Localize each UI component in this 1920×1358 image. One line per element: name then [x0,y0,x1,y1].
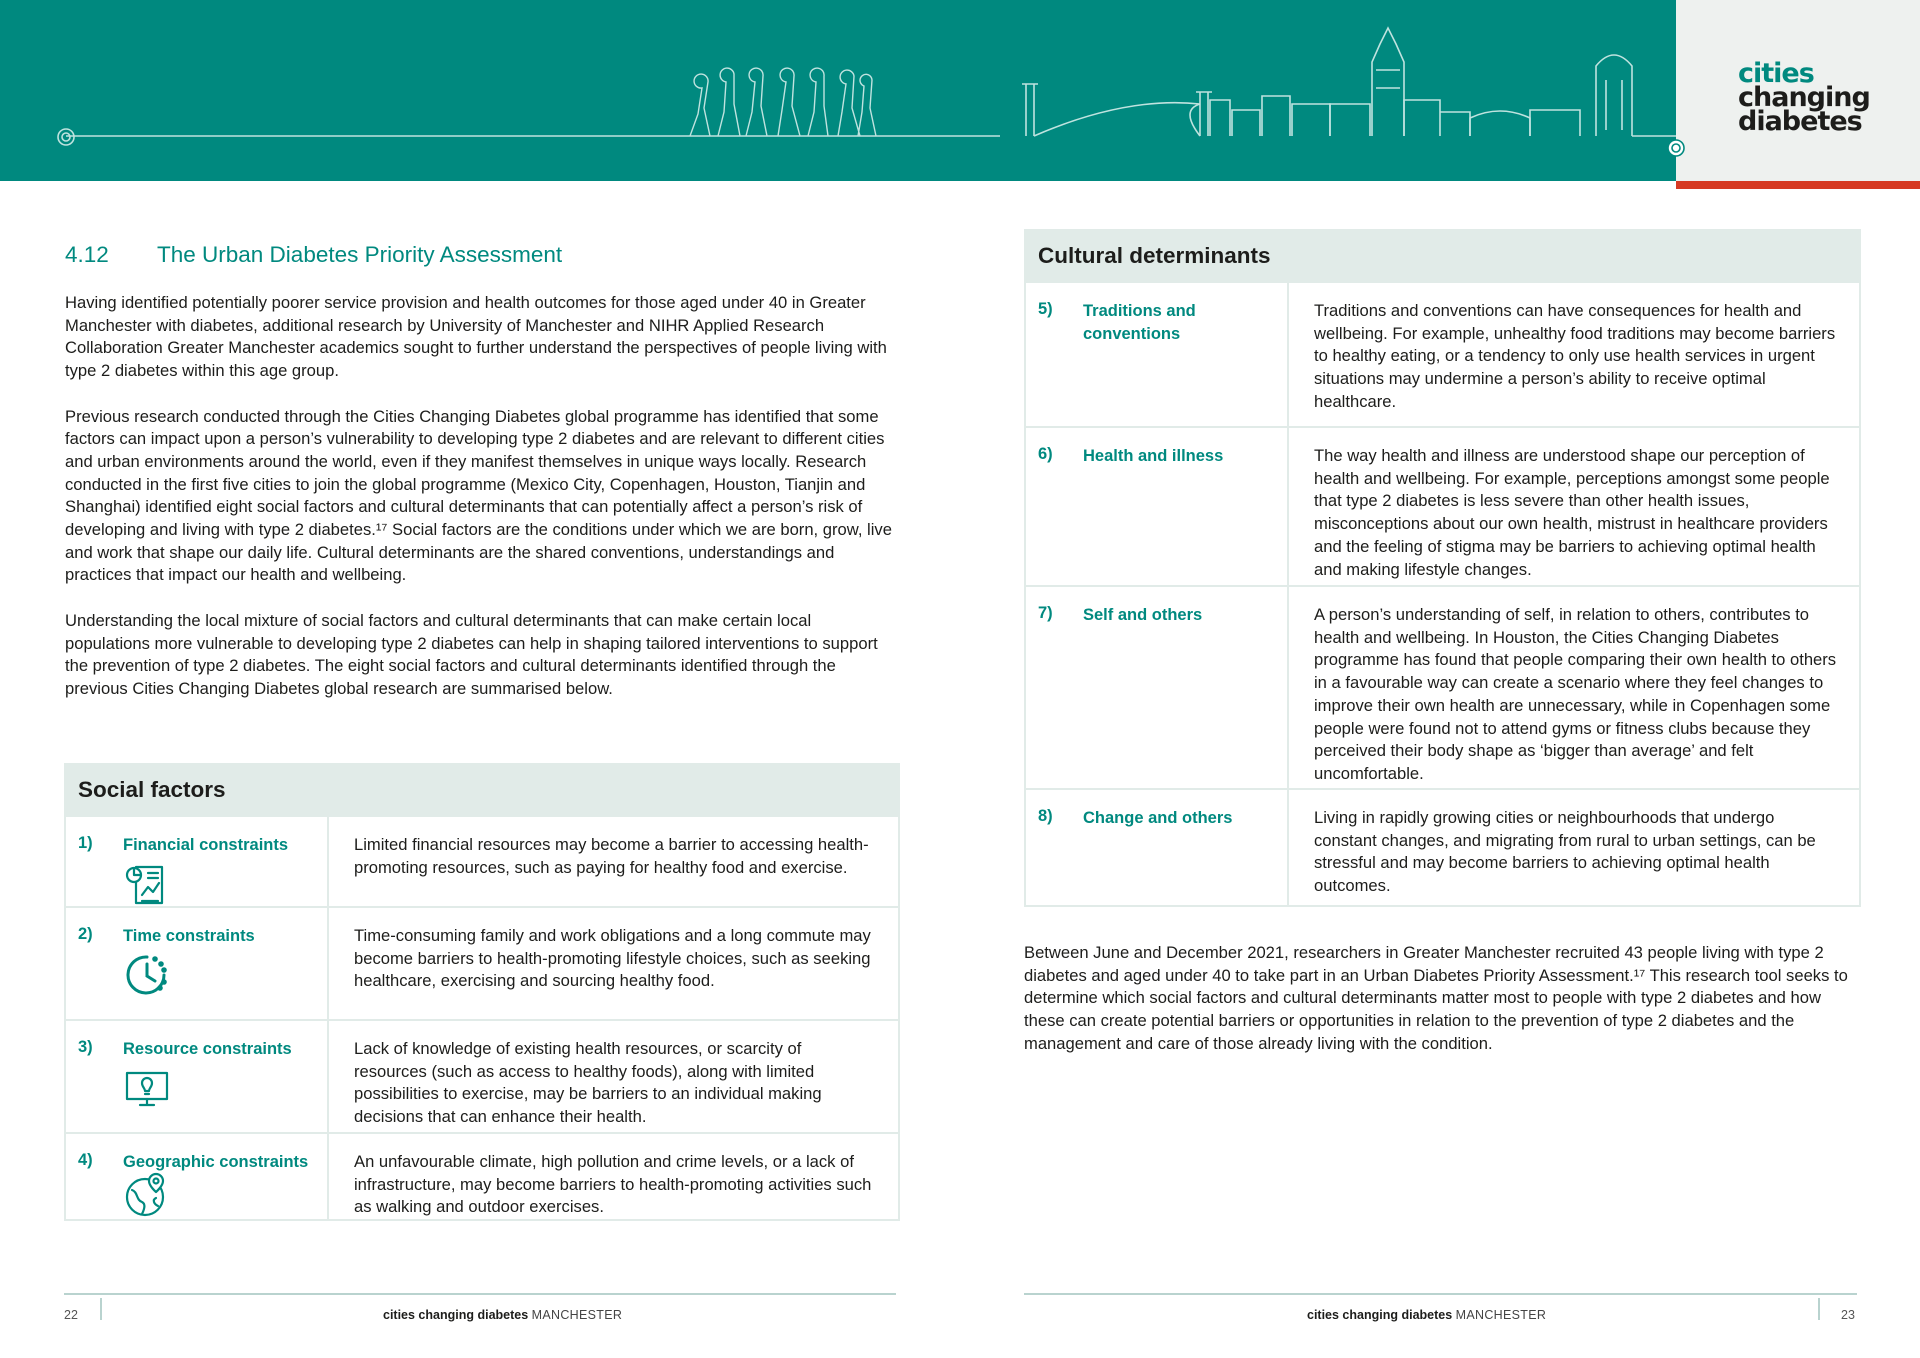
factor-name: Financial constraints [123,836,289,854]
footer-city: MANCHESTER [531,1308,623,1322]
intro-paragraph: Understanding the local mixture of social factors and cultural determinants that can make certain local populations more vulnerable to developing type 2 diabetes can help in shaping tailored interventions to support the prevention of type 2 diabetes. The eight social factors and cultural determinants identified through the previous Cities Changing Diabetes global research are summarised below. [65,610,878,698]
determinant-label-cell [1026,587,1289,788]
factor-label-cell [66,908,329,1019]
determinant-name: Traditions and conventions [1083,302,1196,343]
determinant-number: 7) [1038,604,1053,622]
social-factors-heading: Social factors [66,765,898,815]
determinant-description: A person’s understanding of self, in relation to others, contributes to health and wellbeing. In Houston, the Cities Changing Diabetes programme has found that people comparing their own health to others in a favourable way can create a scenario where they feel changes to improve their own health are unnecessary, while in Copenhagen some people were found not to attend gyms or fitness clubs because they perceived their body shape as ‘bigger than average’ and felt uncomfortable. [1314,605,1837,783]
footer-brand-right [1307,1308,1546,1322]
city-skyline-illustration [0,0,1676,181]
table-row [1026,426,1859,585]
factor-description: Lack of knowledge of existing health resources, or scarcity of resources (such as access to healthy foods), along with limited possibilities to exercise, may be barriers to an individual making decisions that can enhance their health. [354,1039,822,1127]
determinant-name: Health and illness [1083,447,1224,465]
section-number: 4.12 [65,242,109,267]
determinant-name: Self and others [1083,606,1203,624]
intro-paragraph: Previous research conducted through the Cities Changing Diabetes global programme has identified that some factors can impact upon a person’s vulnerability to developing type 2 diabetes and are relevant to different cities and urban environments around the world, even if they manifest themselves in unique ways locally. Research conducted in the first five cities to join the global programme (Mexico City, Copenhagen, Houston, Tianjin and Shanghai) identified eight social factors and cultural determinants that can potentially affect a person’s risk of developing and living with type 2 diabetes.¹⁷ Social factors are the conditions under which we are born, grow, live and work that shape our daily life. Cultural determinants are the shared conventions, understandings and practices that impact our health and wellbeing. [65,406,892,585]
footer-divider-right [1818,1298,1820,1320]
factor-number: 3) [78,1038,93,1056]
factor-description: An unfavourable climate, high pollution and crime levels, or a lack of infrastructure, may become barriers to health-promoting activities such as walking and outdoor exercises. [354,1152,872,1217]
footer-rule-left [64,1293,896,1295]
footer-brand-left [383,1308,622,1322]
table-row [1026,585,1859,788]
cultural-determinants-table [1024,229,1861,907]
page-number-left: 22 [64,1308,78,1322]
footer-brand-name: cities changing diabetes [1307,1308,1453,1322]
determinant-number: 6) [1038,445,1053,463]
financial-report-icon [122,859,172,909]
factor-description: Time-consuming family and work obligations and a long commute may become barriers to health-promoting lifestyle choices, such as seeking healthcare, exercising and sourcing healthy food. [354,926,871,991]
target-marker-icon [1664,136,1688,160]
table-row [66,906,898,1019]
factor-description: Limited financial resources may become a barrier to accessing health-promoting resources, such as paying for healthy food and exercise. [354,835,869,877]
cultural-determinants-heading: Cultural determinants [1026,231,1859,281]
closing-paragraph: Between June and December 2021, researchers in Greater Manchester recruited 43 people living with type 2 diabetes and aged under 40 to take part in an Urban Diabetes Priority Assessment.¹⁷ This research tool seeks to determine which social factors and cultural determinants matter most to people with type 2 diabetes and how these can create potential barriers or opportunities in relation to the prevention of type 2 diabetes and the management and care of those already living with the condition. [1024,943,1848,1053]
determinant-number: 8) [1038,807,1053,825]
monitor-lightbulb-icon [122,1063,172,1113]
page-number-right: 23 [1841,1308,1855,1322]
footer-rule-right [1024,1293,1857,1295]
footer-divider-left [100,1298,102,1320]
logo-line-3: diabetes [1738,106,1862,137]
globe-pin-icon [122,1170,172,1220]
determinant-label-cell [1026,790,1289,905]
intro-text [65,292,895,723]
factor-name: Geographic constraints [123,1153,309,1171]
footer-city: MANCHESTER [1455,1308,1547,1322]
determinant-description: Living in rapidly growing cities or neighbourhoods that undergo constant changes, and migrating from rural to urban settings, can be stressful and may become barriers to achieving optimal health outcomes. [1314,808,1816,896]
social-factors-table [64,763,900,1221]
header-banner [0,0,1920,181]
table-row [66,1019,898,1132]
factor-label-cell [66,1134,329,1219]
determinant-label-cell [1026,283,1289,426]
determinant-description: Traditions and conventions can have consequences for health and wellbeing. For example, unhealthy food traditions may become barriers to healthy eating, or a tendency to only use health services in urgent situations may undermine a person’s ability to receive optimal healthcare. [1314,301,1836,411]
table-row [66,1132,898,1219]
cities-changing-diabetes-logo [1738,58,1870,137]
table-row [1026,281,1859,426]
logo-line-2: changing [1738,82,1870,113]
factor-number: 2) [78,925,93,943]
factor-number: 4) [78,1151,93,1169]
factor-number: 1) [78,834,93,852]
intro-paragraph: Having identified potentially poorer service provision and health outcomes for those aged under 40 in Greater Manchester with diabetes, additional research by University of Manchester and NIHR Applied Research Collaboration Greater Manchester academics sought to further understand the perspectives of people living with type 2 diabetes within this age group. [65,293,887,381]
determinant-description: The way health and illness are understood shape our perception of health and wellbeing. For example, perceptions amongst some people that type 2 diabetes is less severe than other health issues, misconceptions about our own health, mistrust in healthcare providers and the feeling of stigma may be barriers to achieving optimal health and making lifestyle changes. [1314,446,1830,579]
clock-icon [122,950,172,1000]
factor-name: Time constraints [123,927,255,945]
determinant-label-cell [1026,428,1289,585]
factor-label-cell [66,1021,329,1132]
table-row [1026,788,1859,905]
logo-line-1: cities [1738,58,1814,89]
factor-name: Resource constraints [123,1040,292,1058]
factor-label-cell [66,817,329,906]
determinant-name: Change and others [1083,809,1233,827]
logo-accent-bar [1676,181,1920,189]
section-heading [65,242,562,268]
section-title-text: The Urban Diabetes Priority Assessment [157,242,563,267]
determinant-number: 5) [1038,300,1053,318]
table-row [66,815,898,906]
footer-brand-name: cities changing diabetes [383,1308,529,1322]
